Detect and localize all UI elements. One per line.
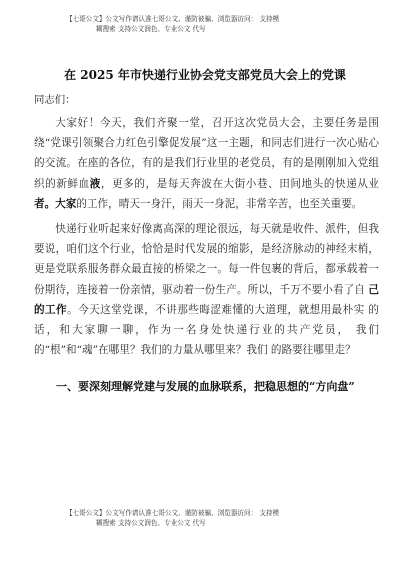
page-footer-watermark: [66, 508, 356, 528]
paragraph-1-text-c: 的工作，晴天一身汗，雨天一身泥，非常辛苦，也至关重要。: [76, 197, 363, 210]
paragraph-1-text-a: 大家好！今天，我们齐聚一堂，召开这次党员大会，主要任务是围绕“党课引领聚合力红色引擎促发展”这一主题，和同志们进行一次心贴心的交流。在座的各位，有的是我们行业里的老党员，有的是刚刚加入党组织的新鲜血: [34, 117, 379, 190]
page-header-watermark: [66, 14, 356, 34]
paragraph-1-bold-a: 液: [89, 177, 101, 190]
paragraph-1: [34, 113, 379, 214]
document-title: 在 2025 年市快递行业协会党支部党员大会上的党课: [64, 68, 346, 82]
paragraph-1-bold-b: 者。大家: [34, 197, 77, 210]
footer-line-2: 糊搜索 支持公文润色、专业公文 代写: [96, 519, 206, 527]
salutation: 同志们：: [34, 94, 76, 106]
header-line-1: 【七哥公文】公文写作请认准七哥公文、谨防被骗、浏览器访问： 支持模: [66, 15, 280, 23]
paragraph-2-bold-a: 己的工作: [34, 283, 379, 316]
footer-line-1: 【七哥公文】公文写作请认准七哥公文、谨防被骗、浏览器访问： 支持模: [66, 509, 280, 517]
section-heading-1: 一、要深刻理解党建与发展的血脉联系，把稳思想的“方向盘”: [56, 380, 355, 393]
paragraph-2-text-b: 。今天这堂党课，不讲那些晦涩难懂的大道理，就想用最朴实 的话，和大家聊一聊，作为一名身处快递行业的共产党员， 我们的“根”和“魂”在哪里？我们的力量从哪里来？我们 的路要往哪里走？: [34, 303, 379, 357]
header-line-2: 糊搜索 支持公文润色、专业公文 代写: [96, 25, 206, 33]
paragraph-2-text-a: 快递行业听起来好像离高深的理论很远，每天就是收件、派件，但我要说，咱们这个行业，恰恰是时代发展的缩影，是经济脉动的神经末梢，更是党联系服务群众最直接的桥梁之一。每一件包裹的背后，都承载着一份期待，连接着一份亲情，驱动着一份生产。所以，千万不要小看了自: [34, 223, 379, 296]
paragraph-2: [34, 219, 379, 360]
paragraph-1-text-b: ，更多的，是每天奔波在大街小巷、田间地头的快递从业: [100, 177, 380, 190]
